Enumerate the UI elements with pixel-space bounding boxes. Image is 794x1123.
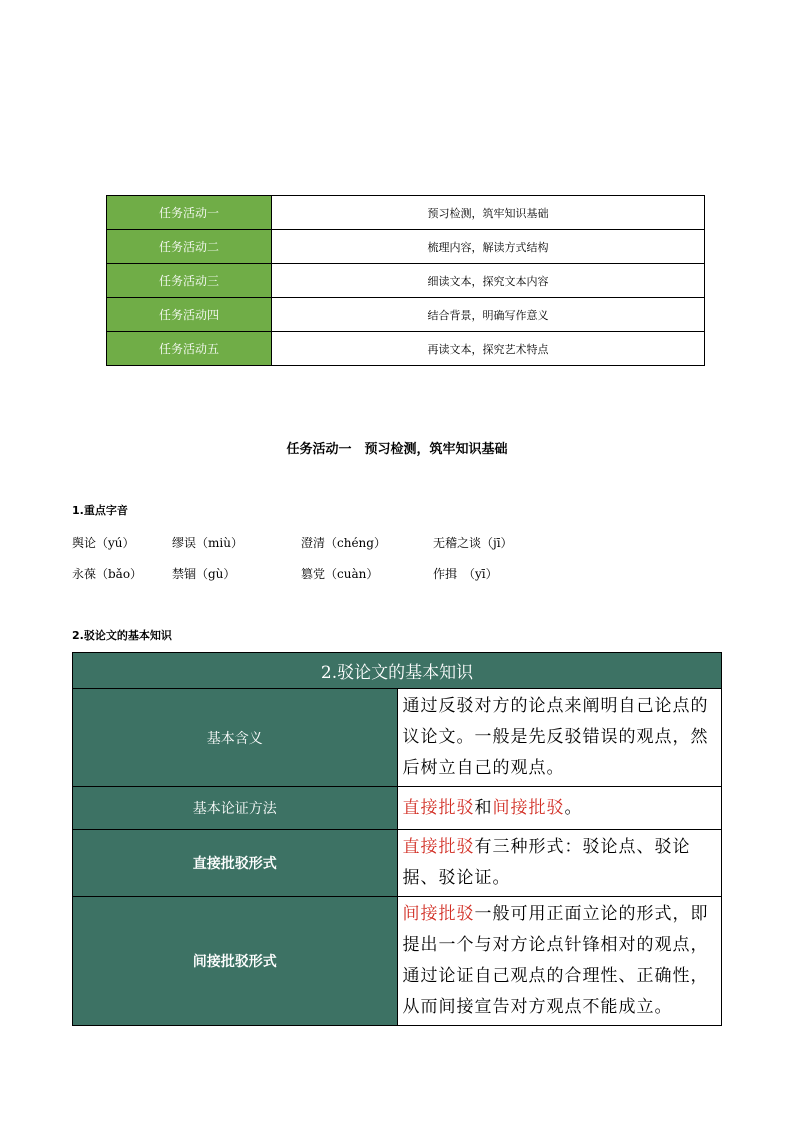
activity-label: 任务活动五	[107, 332, 272, 366]
row-value	[397, 787, 722, 830]
activity-label: 任务活动三	[107, 264, 272, 298]
row-value	[397, 897, 722, 1026]
table-row	[107, 298, 705, 332]
section-title: 任务活动一 预习检测，筑牢知识基础	[286, 442, 508, 457]
table-row	[107, 196, 705, 230]
activity-label: 任务活动一	[107, 196, 272, 230]
knowledge-heading: 2.驳论文的基本知识	[72, 629, 172, 642]
plain-text: 一般可用正面立论的形式，即提出一个与对方论点针锋相对的观点，通过论证自己观点的合理性、正确性，从而间接宣告对方观点不能成立。	[402, 904, 709, 1017]
table-row	[73, 787, 722, 830]
table-row	[107, 264, 705, 298]
activity-label: 任务活动二	[107, 230, 272, 264]
pronunciation-row	[72, 534, 722, 552]
activity-label: 任务活动四	[107, 298, 272, 332]
highlight-text: 间接批驳	[492, 797, 565, 818]
plain-text: 有三种形式：驳论点、驳论据、驳论证。	[402, 837, 691, 888]
pronunciation-item: 舆论（yú）	[72, 536, 135, 550]
pronunciation-row	[72, 565, 722, 583]
highlight-text: 直接批驳	[402, 797, 475, 818]
table-header-row	[73, 653, 722, 689]
pronunciation-item: 无稽之谈（jī）	[433, 536, 513, 550]
table-title: 2.驳论文的基本知识	[73, 653, 722, 689]
plain-text: 。	[564, 797, 583, 818]
row-value	[397, 830, 722, 897]
pronunciation-heading: 1.重点字音	[72, 504, 128, 517]
activity-value: 结合背景，明确写作意义	[272, 298, 705, 332]
highlight-text: 间接批驳	[402, 904, 475, 924]
row-key: 直接批驳形式	[73, 830, 398, 897]
pronunciation-item: 作揖 （yī）	[433, 567, 498, 581]
table-row	[73, 897, 722, 1026]
row-key: 间接批驳形式	[73, 897, 398, 1026]
table-row	[107, 230, 705, 264]
activity-table	[106, 195, 705, 366]
pronunciation-item: 缪误（miù）	[172, 536, 243, 550]
activity-value: 预习检测，筑牢知识基础	[272, 196, 705, 230]
pronunciation-item: 澄清（chéng）	[301, 536, 386, 550]
table-row	[73, 689, 722, 787]
table-row	[107, 332, 705, 366]
activity-value: 细读文本，探究文本内容	[272, 264, 705, 298]
highlight-text: 直接批驳	[402, 837, 475, 857]
plain-text: 和	[474, 797, 493, 818]
activity-value: 再读文本，探究艺术特点	[272, 332, 705, 366]
row-key: 基本论证方法	[73, 787, 398, 830]
activity-value: 梳理内容，解读方式结构	[272, 230, 705, 264]
row-value: 通过反驳对方的论点来阐明自己论点的议论文。一般是先反驳错误的观点，然后树立自己的观点。	[397, 689, 722, 787]
table-row	[73, 830, 722, 897]
pronunciation-item: 篡党（cuàn）	[301, 567, 379, 581]
pronunciation-item: 永葆（bǎo）	[72, 567, 143, 581]
pronunciation-item: 禁锢（gù）	[172, 567, 236, 581]
row-key: 基本含义	[73, 689, 398, 787]
knowledge-table	[72, 652, 722, 1026]
